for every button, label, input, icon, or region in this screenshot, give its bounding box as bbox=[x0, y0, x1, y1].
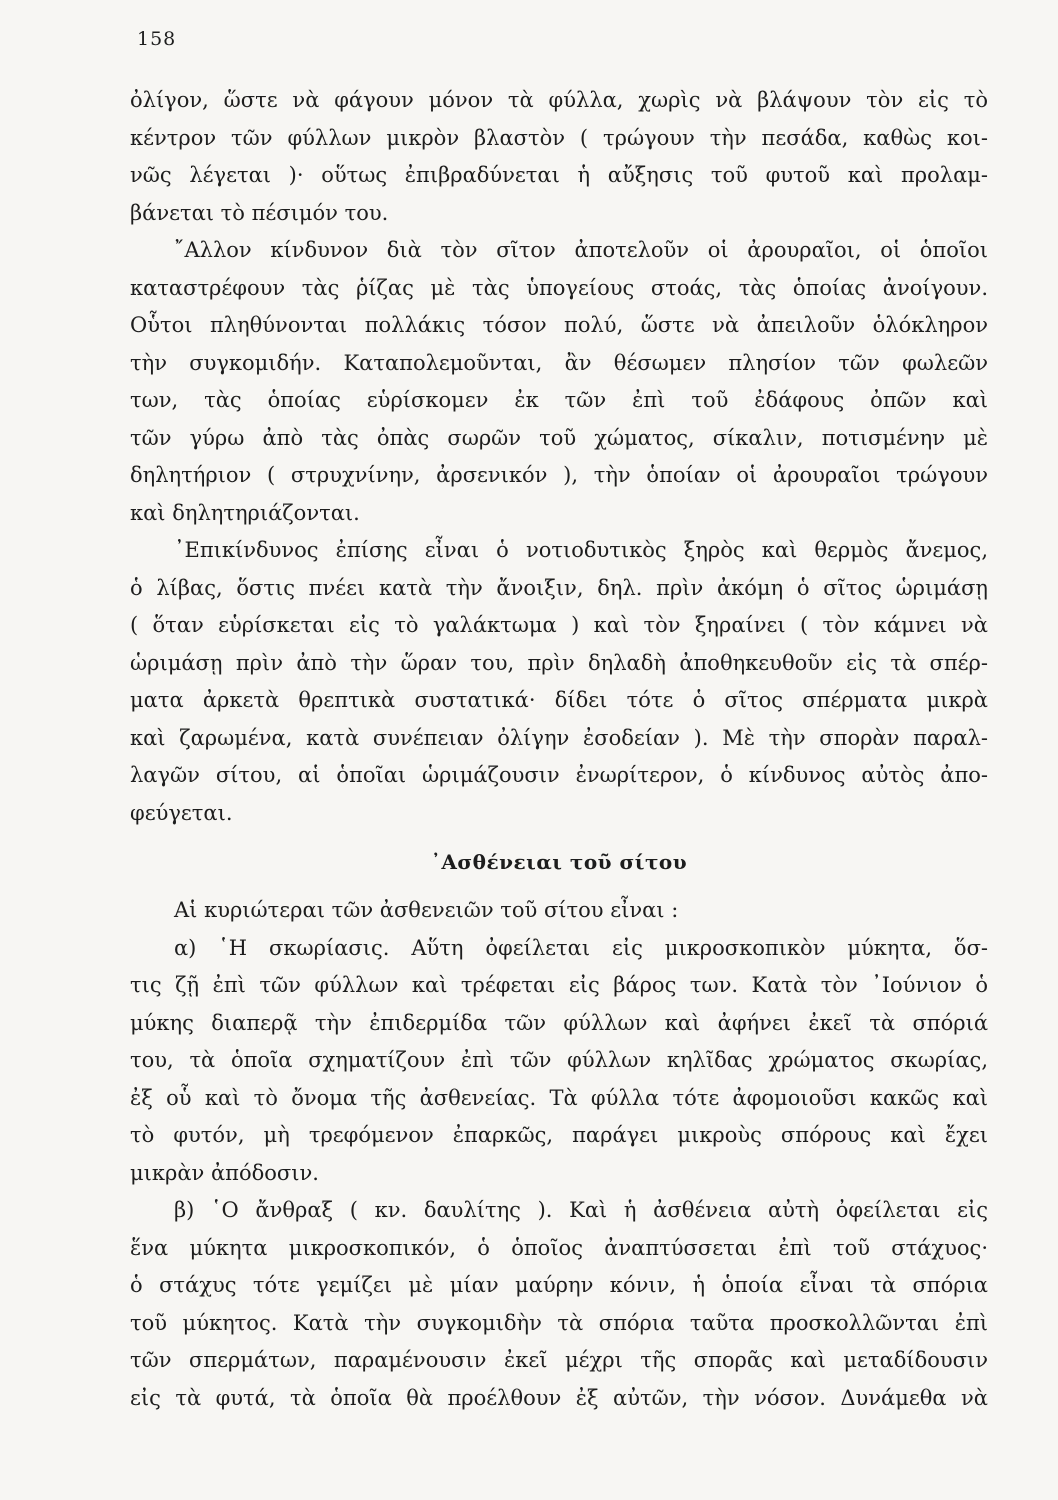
text-line: ῎Αλλον κίνδυνον διὰ τὸν σῖτον ἀποτελοῦν οἱ ἀρουραῖοι, οἱ ὁποῖοι bbox=[174, 238, 988, 262]
text-line: τις ζῇ ἐπὶ τῶν φύλλων καὶ τρέφεται εἰς βάρος των. Κατὰ τὸν ᾿Ιούνιον ὁ bbox=[130, 973, 988, 997]
text-line: β) ῾Ο ἄνθραξ ( κν. δαυλίτης ). Καὶ ἡ ἀσθένεια αὐτὴ ὀφείλεται εἰς bbox=[174, 1198, 988, 1222]
text-line: τοῦ μύκητος. Κατὰ τὴν συγκομιδὴν τὰ σπόρια ταῦτα προσκολλῶνται ἐπὶ bbox=[130, 1310, 988, 1335]
text-line: του, τὰ ὁποῖα σχηματίζουν ἐπὶ τῶν φύλλων κηλῖδας χρώματος σκωρίας, bbox=[130, 1048, 988, 1072]
text-line: ὁ στάχυς τότε γεμίζει μὲ μίαν μαύρην κόνιν, ἡ ὁποία εἶναι τὰ σπόρια bbox=[130, 1273, 988, 1297]
text-line: Οὗτοι πληθύνονται πολλάκις τόσον πολύ, ὥστε νὰ ἀπειλοῦν ὁλόκληρον bbox=[130, 313, 988, 337]
text-block-pests bbox=[130, 82, 988, 832]
page-number: 158 bbox=[137, 28, 177, 50]
text-line: ἕνα μύκητα μικροσκοπικόν, ὁ ὁποῖος ἀναπτύσσεται ἐπὶ τοῦ στάχυος· bbox=[130, 1235, 988, 1260]
text-line: ὡριμάσῃ πρὶν ἀπὸ τὴν ὥραν του, πρὶν δηλαδὴ ἀποθηκευθοῦν εἰς τὰ σπέρ- bbox=[130, 650, 988, 675]
text-line: εἰς τὰ φυτά, τὰ ὁποῖα θὰ προέλθουν ἐξ αὐτῶν, τὴν νόσον. Δυνάμεθα νὰ bbox=[130, 1385, 988, 1410]
text-line: καὶ ζαρωμένα, κατὰ συνέπειαν ὀλίγην ἐσοδείαν ). Μὲ τὴν σπορὰν παραλ- bbox=[130, 725, 988, 750]
text-line: μικρὰν ἀπόδοσιν. bbox=[130, 1160, 319, 1185]
text-line: Αἱ κυριώτεραι τῶν ἀσθενειῶν τοῦ σίτου εἶναι : bbox=[174, 898, 679, 922]
text-line: ᾿Επικίνδυνος ἐπίσης εἶναι ὁ νοτιοδυτικὸς ξηρὸς καὶ θερμὸς ἄνεμος, bbox=[174, 538, 988, 562]
text-line: βάνεται τὸ πέσιμόν του. bbox=[130, 200, 389, 225]
page-body bbox=[130, 82, 988, 1417]
text-line: καὶ δηλητηριάζονται. bbox=[130, 500, 360, 525]
text-line: φεύγεται. bbox=[130, 800, 233, 825]
text-line: τῶν σπερμάτων, παραμένουσιν ἐκεῖ μέχρι τῆς σπορᾶς καὶ μεταδίδουσιν bbox=[130, 1348, 988, 1372]
text-line: καταστρέφουν τὰς ῥίζας μὲ τὰς ὑπογείους στοάς, τὰς ὁποίας ἀνοίγουν. bbox=[130, 275, 988, 300]
text-line: δηλητήριον ( στρυχνίνην, ἀρσενικόν ), τὴν ὁποίαν οἱ ἀρουραῖοι τρώγουν bbox=[130, 463, 988, 487]
text-line: τὸ φυτόν, μὴ τρεφόμενον ἐπαρκῶς, παράγει μικροὺς σπόρους καὶ ἔχει bbox=[130, 1123, 988, 1147]
text-line: ( ὅταν εὑρίσκεται εἰς τὸ γαλάκτωμα ) καὶ τὸν ξηραίνει ( τὸν κάμνει νὰ bbox=[130, 613, 988, 637]
text-line: των, τὰς ὁποίας εὑρίσκομεν ἐκ τῶν ἐπὶ τοῦ ἐδάφους ὀπῶν καὶ bbox=[130, 388, 988, 412]
text-line: ἐξ οὗ καὶ τὸ ὄνομα τῆς ἀσθενείας. Τὰ φύλλα τότε ἀφομοιοῦσι κακῶς καὶ bbox=[130, 1085, 988, 1110]
section-heading: ᾿Ασθένειαι τοῦ σίτου bbox=[430, 850, 688, 874]
text-line: ὁ λίβας, ὅστις πνέει κατὰ τὴν ἄνοιξιν, δηλ. πρὶν ἀκόμη ὁ σῖτος ὡριμάσῃ bbox=[130, 575, 988, 600]
text-line: ὀλίγον, ὥστε νὰ φάγουν μόνον τὰ φύλλα, χωρὶς νὰ βλάψουν τὸν εἰς τὸ bbox=[130, 88, 988, 112]
text-line: ματα ἀρκετὰ θρεπτικὰ συστατικά· δίδει τότε ὁ σῖτος σπέρματα μικρὰ bbox=[130, 688, 988, 712]
text-line: κέντρον τῶν φύλλων μικρὸν βλαστὸν ( τρώγουν τὴν πεσάδα, καθὼς κοι- bbox=[130, 125, 988, 150]
text-line: μύκης διαπερᾷ τὴν ἐπιδερμίδα τῶν φύλλων καὶ ἀφήνει ἐκεῖ τὰ σπόριά bbox=[130, 1010, 988, 1035]
text-line: τὴν συγκομιδήν. Καταπολεμοῦνται, ἂν θέσωμεν πλησίον τῶν φωλεῶν bbox=[130, 350, 988, 375]
text-line: τῶν γύρω ἀπὸ τὰς ὀπὰς σωρῶν τοῦ χώματος, σίκαλιν, ποτισμένην μὲ bbox=[130, 425, 988, 450]
text-line: λαγῶν σίτου, αἱ ὁποῖαι ὡριμάζουσιν ἐνωρίτερον, ὁ κίνδυνος αὐτὸς ἀπο- bbox=[130, 763, 988, 787]
text-block-diseases bbox=[130, 892, 988, 1417]
text-line: α) ῾Η σκωρίασις. Αὕτη ὀφείλεται εἰς μικροσκοπικὸν μύκητα, ὅσ- bbox=[174, 935, 988, 960]
text-line: νῶς λέγεται )· οὕτως ἐπιβραδύνεται ἡ αὔξησις τοῦ φυτοῦ καὶ προλαμ- bbox=[130, 163, 988, 187]
